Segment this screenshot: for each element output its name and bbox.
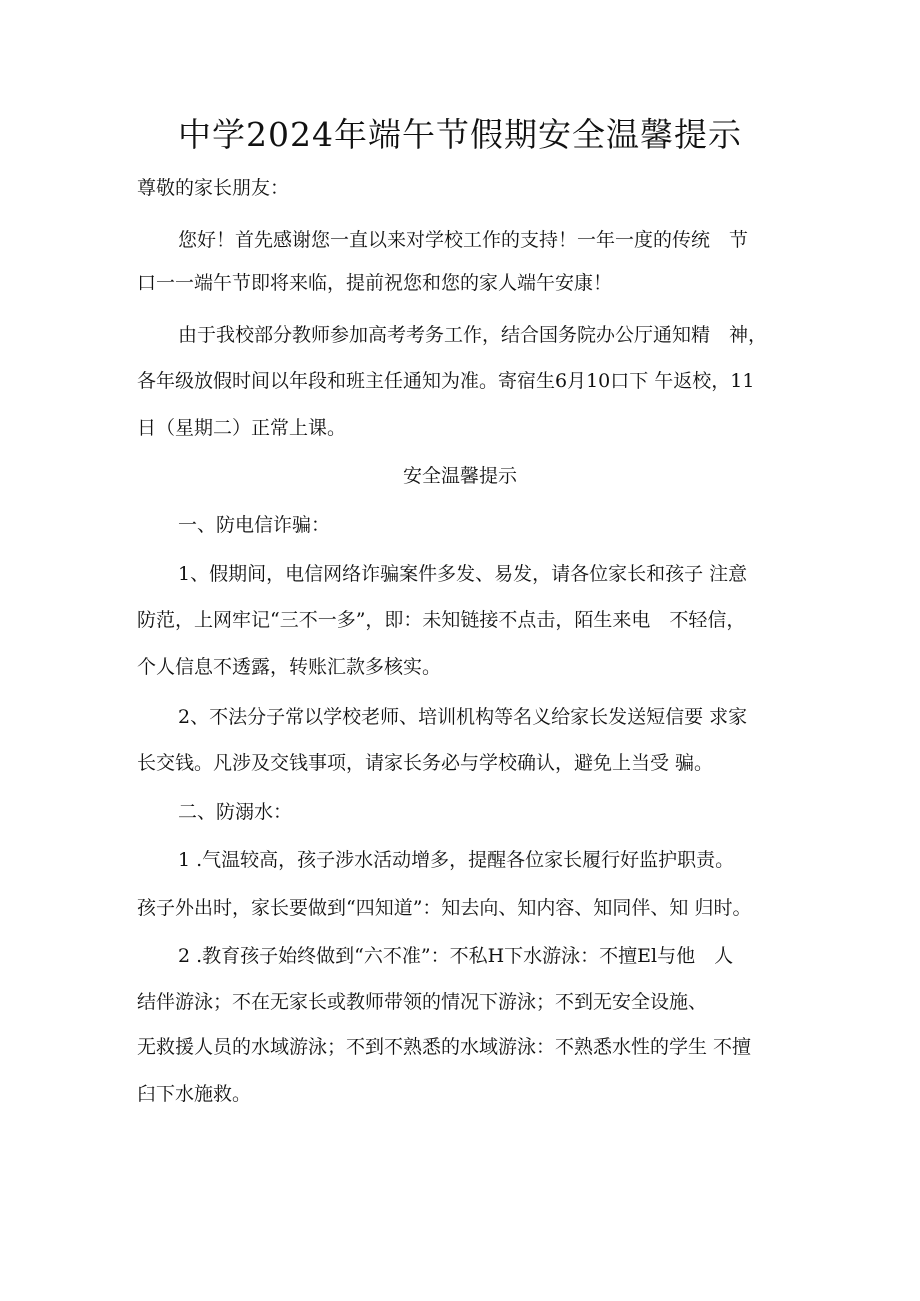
document-title: 中学2024年端午节假期安全温馨提示 — [178, 115, 742, 154]
paragraph-line: 孩子外出时，家长要做到“四知道”：知去向、知内容、知同伴、知 归时。 — [137, 897, 752, 919]
paragraph-line: 各年级放假时间以年段和班主任通知为准。寄宿生6月10口下 午返校，11 — [137, 370, 755, 392]
paragraph-line: 2、不法分子常以学校老师、培训机构等名义给家长发送短信要 求家 — [178, 706, 748, 728]
section-2-heading: 二、防溺水： — [178, 801, 293, 823]
paragraph-line: 1、假期间，电信网络诈骗案件多发、易发，请各位家长和孩子 注意 — [178, 563, 748, 585]
paragraph-line: 结伴游泳；不在无家长或教师带领的情况下游泳；不到无安全设施、 — [137, 991, 708, 1013]
paragraph-line: 由于我校部分教师参加高考考务工作，结合国务院办公厅通知精 神， — [178, 324, 768, 346]
paragraph-line: 您好！首先感谢您一直以来对学校工作的支持！一年一度的传统 节 — [178, 229, 749, 251]
section-heading: 安全温馨提示 — [402, 465, 517, 487]
paragraph-line: 2 .教育孩子始终做到“六不准”：不私H下水游泳：不擅El与他 人 — [178, 945, 734, 967]
paragraph-line: 口一一端午节即将来临，提前祝您和您的家人端午安康！ — [137, 272, 613, 294]
greeting: 尊敬的家长朋友： — [137, 177, 290, 199]
paragraph-line: 1 .气温较高，孩子涉水活动增多，提醒各位家长履行好监护职责。 — [178, 849, 735, 871]
paragraph-line: 无救援人员的水域游泳；不到不熟悉的水域游泳：不熟悉水性的学生 不擅 — [137, 1036, 752, 1058]
paragraph-line: 个人信息不透露，转账汇款多核实。 — [137, 656, 442, 678]
section-1-heading: 一、防电信诈骗： — [178, 514, 331, 536]
paragraph-line: 日（星期二）正常上课。 — [137, 417, 347, 439]
paragraph-line: 臼下水施救。 — [137, 1083, 252, 1105]
paragraph-line: 防范，上网牢记“三不一多”，即：未知链接不点击，陌生来电 不轻信， — [137, 609, 746, 631]
paragraph-line: 长交钱。凡涉及交钱事项，请家长务必与学校确认，避免上当受 骗。 — [137, 752, 714, 774]
